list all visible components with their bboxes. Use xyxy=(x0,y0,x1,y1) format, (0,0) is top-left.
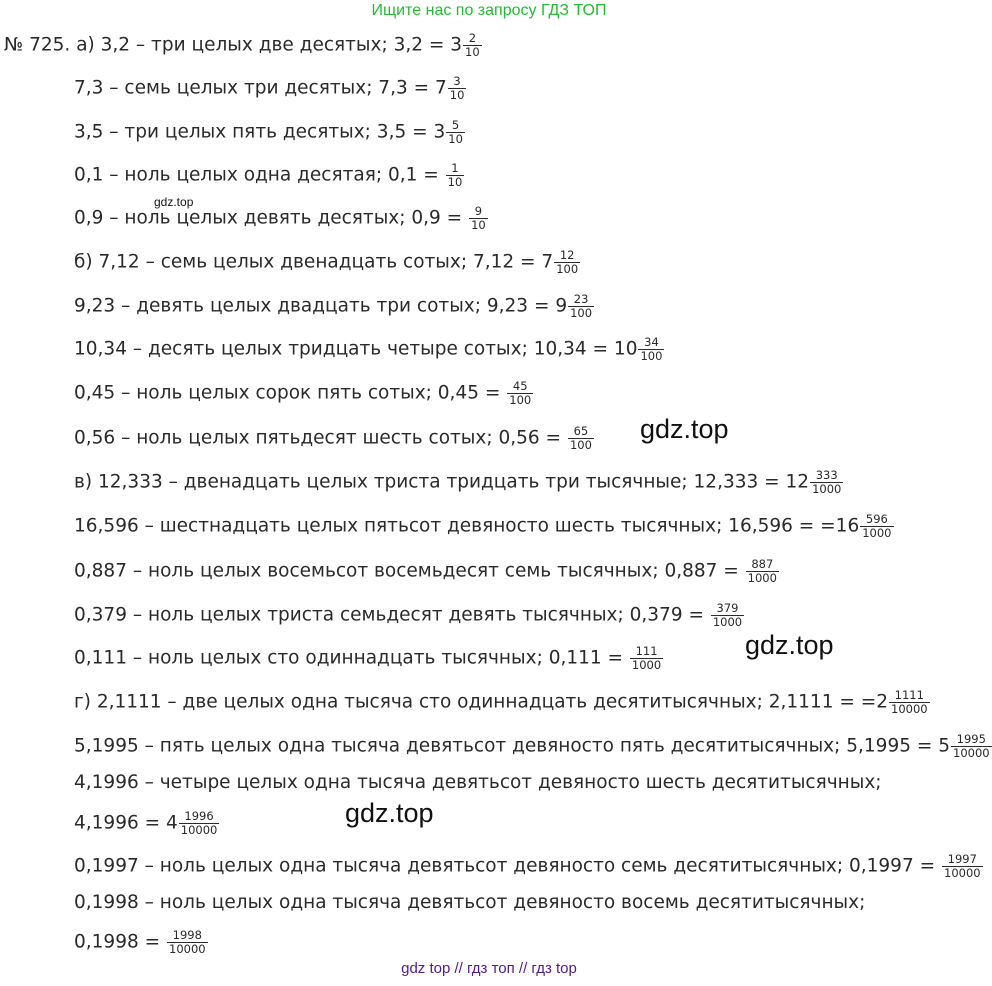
fraction xyxy=(448,75,467,102)
fraction-denominator: 100 xyxy=(509,393,532,407)
solution-line xyxy=(74,75,466,102)
fraction-numerator: 9 xyxy=(474,204,483,218)
solution-line xyxy=(74,380,533,407)
line-text: 0,56 – ноль целых пятьдесят шесть сотых; 0,56 = xyxy=(74,427,567,449)
fraction xyxy=(463,32,482,59)
fraction xyxy=(507,380,533,407)
fraction-numerator: 1111 xyxy=(894,688,924,702)
fraction xyxy=(889,689,930,716)
fraction-denominator: 1000 xyxy=(862,526,892,540)
line-text: 16,596 – шестнадцать целых пятьсот девяносто шесть тысячных; 16,596 = =16 xyxy=(74,515,860,537)
fraction-denominator: 1000 xyxy=(712,615,743,629)
line-text: 7,3 – семь целых три десятых; 7,3 = 7 xyxy=(74,77,447,99)
solution-line xyxy=(74,558,779,585)
fraction-denominator: 1000 xyxy=(747,571,777,585)
fraction-numerator: 379 xyxy=(716,601,739,615)
line-text: 0,1998 = xyxy=(74,931,166,953)
watermark-small: gdz.top xyxy=(154,195,194,209)
line-text: 3,5 – три целых пять десятых; 3,5 = 3 xyxy=(74,121,446,143)
watermark: gdz.top xyxy=(640,414,729,444)
solution-line xyxy=(74,205,488,232)
solution-line xyxy=(74,853,983,880)
fraction-numerator: 887 xyxy=(751,557,774,571)
fraction xyxy=(630,645,663,672)
footer-links: gdz top // гдз топ // гдз top xyxy=(401,960,577,977)
solution-line xyxy=(74,336,664,363)
line-text: 0,45 – ноль целых сорок пять сотых; 0,45 = xyxy=(74,382,507,404)
fraction-numerator: 2 xyxy=(468,31,477,45)
fraction-numerator: 596 xyxy=(865,512,888,526)
solution-line xyxy=(74,249,580,276)
fraction-denominator: 100 xyxy=(556,262,579,276)
line-text: б) 7,12 – семь целых двенадцать сотых; 7,12 = 7 xyxy=(74,251,554,273)
fraction xyxy=(711,602,744,629)
solution-line xyxy=(74,513,894,540)
fraction xyxy=(951,733,992,760)
solution-line xyxy=(74,293,594,320)
solution-line xyxy=(74,119,465,146)
line-text: 9,23 – девять целых двадцать три сотых; 9,23 = 9 xyxy=(74,295,568,317)
fraction-denominator: 10 xyxy=(471,218,486,232)
fraction-denominator: 10000 xyxy=(953,746,990,760)
fraction-numerator: 1 xyxy=(451,161,459,175)
fraction-numerator: 34 xyxy=(644,335,659,349)
solution-line xyxy=(74,425,594,452)
watermark: gdz.top xyxy=(345,798,434,828)
fraction-denominator: 10000 xyxy=(891,702,928,716)
fraction-numerator: 1997 xyxy=(947,852,977,866)
fraction-numerator: 333 xyxy=(815,468,838,482)
fraction xyxy=(860,513,893,540)
fraction-numerator: 111 xyxy=(635,644,658,658)
line-text: 5,1995 – пять целых одна тысяча девятьсот девяносто пять десятитысячных; 5,1995 = 5 xyxy=(74,735,951,757)
fraction-numerator: 45 xyxy=(512,379,528,393)
line-text: 0,1 – ноль целых одна десятая; 0,1 = xyxy=(74,164,445,186)
solution-line xyxy=(74,771,882,795)
fraction-denominator: 100 xyxy=(569,438,592,452)
fraction-denominator: 1000 xyxy=(631,658,662,672)
fraction-numerator: 1996 xyxy=(184,809,214,823)
line-text: № 725. а) 3,2 – три целых две десятых; 3,2 = 3 xyxy=(4,34,463,56)
fraction xyxy=(746,558,779,585)
solution-line xyxy=(74,469,843,496)
fraction-numerator: 3 xyxy=(453,74,461,88)
line-text: в) 12,333 – двенадцать целых триста тридцать три тысячные; 12,333 = 12 xyxy=(74,471,810,493)
solution-line xyxy=(74,689,930,716)
fraction-denominator: 10 xyxy=(448,132,463,146)
line-text: 4,1996 = 4 xyxy=(74,812,178,834)
solution-line xyxy=(74,162,464,189)
fraction-numerator: 65 xyxy=(573,424,589,438)
fraction xyxy=(179,810,220,837)
fraction-denominator: 10 xyxy=(465,45,480,59)
solution-line xyxy=(74,891,865,915)
line-text: 0,379 – ноль целых триста семьдесят девять тысячных; 0,379 = xyxy=(74,604,710,626)
solution-line xyxy=(74,602,744,629)
fraction-denominator: 10 xyxy=(449,88,465,102)
fraction-numerator: 23 xyxy=(573,292,589,306)
fraction-numerator: 1998 xyxy=(172,928,202,942)
fraction-denominator: 10000 xyxy=(944,866,981,880)
line-text: 0,1998 – ноль целых одна тысяча девятьсот девяносто восемь десятитысячных; xyxy=(74,892,866,913)
fraction-denominator: 10000 xyxy=(169,942,206,956)
fraction xyxy=(942,853,983,880)
line-text: г) 2,1111 – две целых одна тысяча сто одиннадцать десятитысячных; 2,1111 = =2 xyxy=(74,691,889,713)
fraction-denominator: 10 xyxy=(447,175,463,189)
line-text: 4,1996 – четыре целых одна тысяча девятьсот девяносто шесть десятитысячных; xyxy=(74,772,882,793)
solution-line xyxy=(74,733,992,760)
fraction xyxy=(810,469,843,496)
fraction-denominator: 100 xyxy=(640,349,663,363)
fraction xyxy=(554,249,580,276)
fraction xyxy=(469,205,488,232)
header-banner: Ищите нас по запросу ГДЗ ТОП xyxy=(371,2,607,19)
solution-line xyxy=(74,645,663,672)
fraction xyxy=(446,162,465,189)
fraction xyxy=(167,929,208,956)
line-text: 10,34 – десять целых тридцать четыре сотых; 10,34 = 10 xyxy=(74,338,638,360)
line-text: 0,1997 – ноль целых одна тысяча девятьсот девяносто семь десятитысячных; 0,1997 = xyxy=(74,855,941,877)
fraction xyxy=(446,119,465,146)
line-text: 0,887 – ноль целых восемьсот восемьдесят семь тысячных; 0,887 = xyxy=(74,560,745,582)
line-text: 0,111 – ноль целых сто одиннадцать тысячных; 0,111 = xyxy=(74,647,629,669)
solution-line xyxy=(74,810,219,837)
fraction-numerator: 1995 xyxy=(956,732,986,746)
line-text: 0,9 – ноль целых девять десятых; 0,9 = xyxy=(74,207,469,229)
fraction xyxy=(568,293,594,320)
fraction xyxy=(638,336,664,363)
fraction-denominator: 100 xyxy=(570,306,593,320)
fraction-denominator: 10000 xyxy=(180,823,218,837)
watermark: gdz.top xyxy=(745,630,834,660)
fraction xyxy=(568,425,594,452)
fraction-numerator: 12 xyxy=(559,248,575,262)
solution-line xyxy=(4,32,482,59)
solution-line xyxy=(74,929,208,956)
fraction-denominator: 1000 xyxy=(812,482,842,496)
fraction-numerator: 5 xyxy=(451,118,460,132)
